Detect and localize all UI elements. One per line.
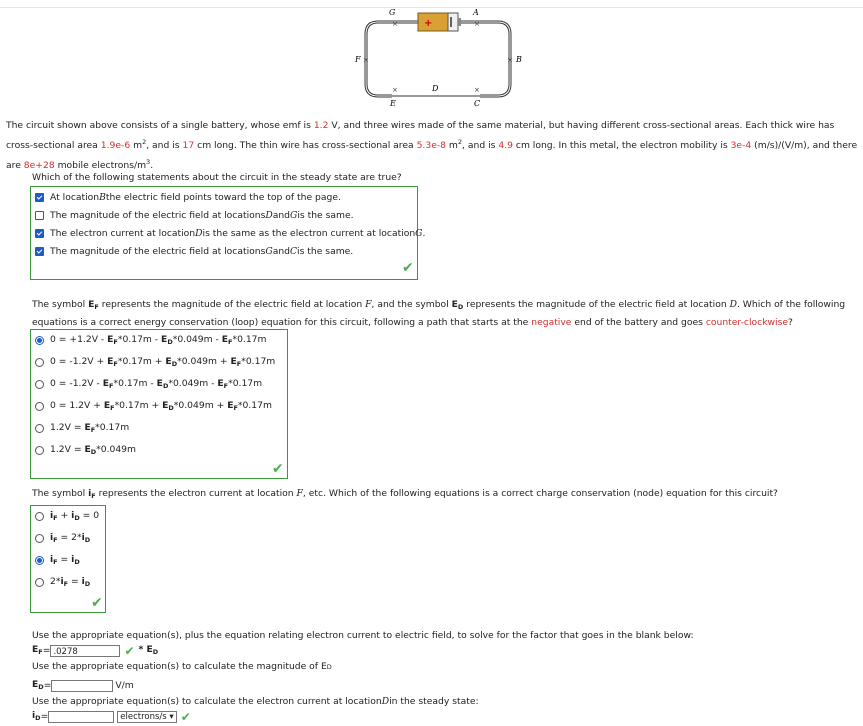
checkbox-unchecked[interactable]	[35, 211, 44, 220]
radio-unselected[interactable]	[35, 358, 44, 367]
checkbox-checked[interactable]	[35, 247, 44, 256]
label-g: G	[389, 8, 396, 17]
q3-option-2[interactable]: $i_F = 2*i_D$	[35, 531, 90, 545]
thick-area-value: 1.9e-6	[100, 140, 131, 152]
ed-unit: V/m	[115, 680, 134, 691]
q1-prompt: Which of the following statements about the circuit in the steady state are true?	[32, 172, 402, 183]
thin-area-value: 5.3e-8	[416, 140, 447, 152]
q4-line2: Use the appropriate equation(s) to calculate the magnitude of E D	[32, 661, 332, 672]
q3-option-4[interactable]: $2*i_F = i_D$	[35, 575, 90, 589]
id-input[interactable]	[48, 711, 114, 723]
correct-check-icon: ✔	[91, 595, 103, 611]
q1-option-4[interactable]: The magnitude of the electric field at locations G and C is the same.	[35, 244, 353, 258]
q2-prompt: The symbol $E_F$ represents the magnitude of the electric field at location F, and the symbol $E_D$ represents the magnitude of the electric field at location D. Which of the following equations is a correct energy conservation (loop) equation for this circuit, following a path that starts at the negative end of the battery and goes counter-clockwise?	[32, 299, 846, 328]
correct-check-icon: ✔	[402, 260, 414, 276]
ed-input[interactable]	[51, 680, 113, 692]
q4-id-row: $i_D$ = electrons/s ▾ ✔	[32, 710, 191, 724]
q4-ed-row: $E_D$ = V/m	[32, 679, 134, 691]
q4-line3: Use the appropriate equation(s) to calculate the electron current at location D in the steady state:	[32, 696, 479, 707]
q4-factor-row: $E_F$ = .0278 ✔ * $E_D$	[32, 644, 159, 658]
mobility-value: 3e-4	[730, 140, 752, 152]
q1-options-box	[30, 186, 426, 280]
q3-prompt: The symbol $i_F$ represents the electron current at location F, etc. Which of the following equations is a correct charge conservation (node) equation for this circuit?	[32, 488, 778, 500]
q3-option-1[interactable]: $i_F + i_D = 0$	[35, 509, 99, 523]
circuit-diagram	[0, 0, 863, 112]
label-d: D	[432, 84, 439, 93]
q2-option-4[interactable]: $0 = 1.2V + E_F*0.17m + E_D*0.049m + E_F*0.17m$	[35, 399, 272, 413]
q2-options-box	[30, 329, 288, 479]
mark-c: ×	[474, 86, 480, 94]
battery-plus: +	[424, 18, 433, 29]
q2-option-2[interactable]: $0 = -1.2V + E_F*0.17m + E_D*0.049m + E_F*0.17m$	[35, 355, 275, 369]
mark-g: ×	[392, 20, 398, 28]
q1-option-3[interactable]: The electron current at location D is the same as the electron current at location G .	[35, 226, 425, 240]
radio-unselected[interactable]	[35, 424, 44, 433]
chevron-down-icon: ▾	[169, 712, 174, 722]
radio-unselected[interactable]	[35, 380, 44, 389]
radio-unselected[interactable]	[35, 402, 44, 411]
checkbox-checked[interactable]	[35, 193, 44, 202]
q2-option-5[interactable]: $1.2V = E_F*0.17m$	[35, 421, 129, 435]
label-b: B	[516, 55, 522, 64]
label-a: A	[473, 8, 479, 17]
radio-selected[interactable]	[35, 336, 44, 345]
radio-unselected[interactable]	[35, 446, 44, 455]
q2-option-3[interactable]: $0 = -1.2V - E_F*0.17m - E_D*0.049m - E_F*0.17m$	[35, 377, 262, 391]
mark-f: ×	[363, 56, 369, 64]
mark-e: ×	[392, 86, 398, 94]
checkbox-checked[interactable]	[35, 229, 44, 238]
q2-option-6[interactable]: $1.2V = E_D*0.049m$	[35, 443, 136, 457]
density-value: 8e+28	[23, 160, 55, 172]
q4-line1: Use the appropriate equation(s), plus the equation relating electron current to electric field, to solve for the factor that goes in the blank below:	[32, 630, 694, 641]
q3-option-3[interactable]: $i_F = i_D$	[35, 553, 80, 567]
q3-options-box	[30, 505, 106, 613]
q1-option-2[interactable]: The magnitude of the electric field at locations D and G is the same.	[35, 208, 354, 222]
q1-option-1[interactable]: At location B the electric field points toward the top of the page.	[35, 190, 341, 204]
thin-length-value: 4.9	[498, 140, 513, 152]
correct-check-icon: ✔	[180, 710, 191, 724]
thick-length-value: 17	[182, 140, 195, 152]
label-f: F	[355, 55, 361, 64]
unit-select[interactable]: electrons/s ▾	[117, 711, 176, 723]
mark-b: ×	[507, 56, 513, 64]
radio-unselected[interactable]	[35, 512, 44, 521]
mark-a: ×	[474, 20, 480, 28]
battery-body	[418, 13, 448, 31]
q2-option-1[interactable]: $0 = +1.2V - E_F*0.17m - E_D*0.049m - E_F*0.17m$	[35, 333, 266, 347]
emf-value: 1.2	[313, 120, 329, 131]
correct-check-icon: ✔	[272, 461, 284, 477]
radio-unselected[interactable]	[35, 578, 44, 587]
label-c: C	[474, 99, 481, 108]
problem-statement: The circuit shown above consists of a single battery, whose emf is 1.2 V, and three wires made of the same material, but having different cross-sectional areas. Each thick wire has cross-sectional area 1.9e-6 $m^2$, and is 17 cm long. The thin wire has cross-sectional area 5.3e-8 $m^2$, and is 4.9 cm long. In this metal, the electron mobility is 3e-4 (m/s)/(V/m), and there are 8e+28 mobile electrons/$m^3$.	[6, 120, 858, 172]
factor-input[interactable]: .0278	[50, 645, 120, 657]
radio-unselected[interactable]	[35, 534, 44, 543]
correct-check-icon: ✔	[124, 644, 135, 658]
radio-selected[interactable]	[35, 556, 44, 565]
label-e: E	[390, 99, 396, 108]
